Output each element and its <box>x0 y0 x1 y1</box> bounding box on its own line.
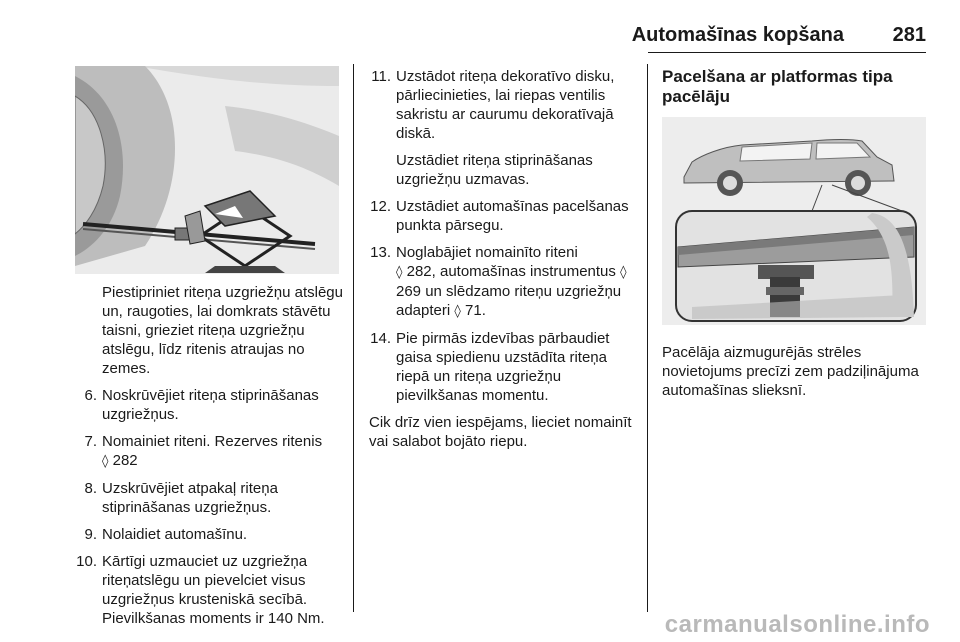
column-divider-right <box>647 64 648 612</box>
step-text: Noglabājiet nomainīto riteni <box>396 244 578 261</box>
closing-paragraph: Cik drīz vien iespējams, lieciet nomainīt vai salabot bojāto riepu. <box>369 414 632 450</box>
step-text: Uzstādiet automašīnas pacelšanas punkta pārsegu. <box>396 198 629 234</box>
step-number: 9. <box>84 526 97 543</box>
step-text: Uzskrūvējiet atpakaļ riteņa stiprināšanas uzgriežņus. <box>102 480 278 516</box>
step-text: Pie pirmās izdevības pārbaudiet gaisa spiedienu uzstādīta riteņa riepā un riteņa uzgriežņu pievilkšanas momentu. <box>396 330 610 404</box>
step-9 <box>70 525 350 544</box>
step-12 <box>364 197 644 235</box>
step-11 <box>364 67 644 189</box>
step-text: Nolaidiet automašīnu. <box>102 526 248 543</box>
lift-drawing <box>662 117 926 325</box>
step-14 <box>364 329 644 405</box>
section-heading-line-1: Pacelšana ar platformas tipa <box>662 67 893 86</box>
cross-reference-icon: ◊ <box>620 265 627 280</box>
step-6 <box>70 386 350 424</box>
step-number: 12. <box>370 198 391 215</box>
lift-caption: Pacēlāja aizmugurējās strēles novietojums precīzi zem padziļinājuma automašīnas slieksnī. <box>662 344 919 399</box>
step-number: 10. <box>76 553 97 570</box>
header-rule <box>648 52 926 53</box>
cross-reference-link[interactable]: 282 <box>406 263 432 280</box>
column-3 <box>662 67 928 107</box>
step-text: Uzstādot riteņa dekoratīvo disku, pārliecinieties, lai riepas ventilis sakristu ar caurumu dekoratīvajā diskā. <box>396 68 615 142</box>
step-text: un slēdzamo riteņu uzgriežņu adapteri <box>396 283 622 319</box>
cross-reference-icon: ◊ <box>454 304 461 319</box>
step-number: 8. <box>84 480 97 497</box>
cross-reference-icon: ◊ <box>396 265 403 280</box>
step-number: 6. <box>84 387 97 404</box>
step-text: Kārtīgi uzmauciet uz uzgriežņa riteņatslēgu un pievelciet visus uzgriežņus krusteniskā secībā. Pievilkšanas moments ir 140 Nm. <box>102 553 325 627</box>
jack-instruction-paragraph: Piestipriniet riteņa uzgriežņu atslēgu un, raugoties, lai domkrats stāvētu taisni, grieziet riteņa uzgriežņu atslēgu, līdz ritenis atraujas no zemes. <box>102 284 343 377</box>
step-text: . <box>481 302 486 319</box>
column-3-caption <box>662 343 932 408</box>
lift-illustration <box>662 117 926 325</box>
cross-reference-link[interactable]: 269 <box>396 283 422 300</box>
step-13 <box>364 243 644 321</box>
step-text: Noskrūvējiet riteņa stiprināšanas uzgriežņus. <box>102 387 319 423</box>
step-8 <box>70 479 350 517</box>
section-heading <box>662 67 928 107</box>
step-number: 14. <box>370 330 391 347</box>
cross-reference-link[interactable]: 71 <box>465 302 482 319</box>
section-heading-line-2: pacēlāju <box>662 87 731 106</box>
column-2 <box>364 67 644 459</box>
step-text: , automašīnas instrumentus <box>431 263 616 280</box>
cross-reference-icon: ◊ <box>102 454 109 469</box>
step-text-continued: Uzstādiet riteņa stiprināšanas uzgriežņu uzmavas. <box>396 152 593 188</box>
step-7 <box>70 432 350 471</box>
step-text: Nomainiet riteni. Rezerves ritenis <box>102 433 323 450</box>
watermark: carmanualsonline.info <box>664 611 930 638</box>
running-header-title: Automašīnas kopšana <box>631 24 844 46</box>
jack-drawing <box>75 66 339 274</box>
step-10 <box>70 552 350 628</box>
page-number: 281 <box>892 24 926 46</box>
cross-reference-link[interactable]: 282 <box>112 452 138 469</box>
step-number: 7. <box>84 433 97 450</box>
column-1 <box>70 283 350 636</box>
jack-illustration <box>75 66 339 274</box>
step-number: 13. <box>370 244 391 261</box>
column-divider-left <box>353 64 354 612</box>
step-number: 11. <box>371 68 391 85</box>
